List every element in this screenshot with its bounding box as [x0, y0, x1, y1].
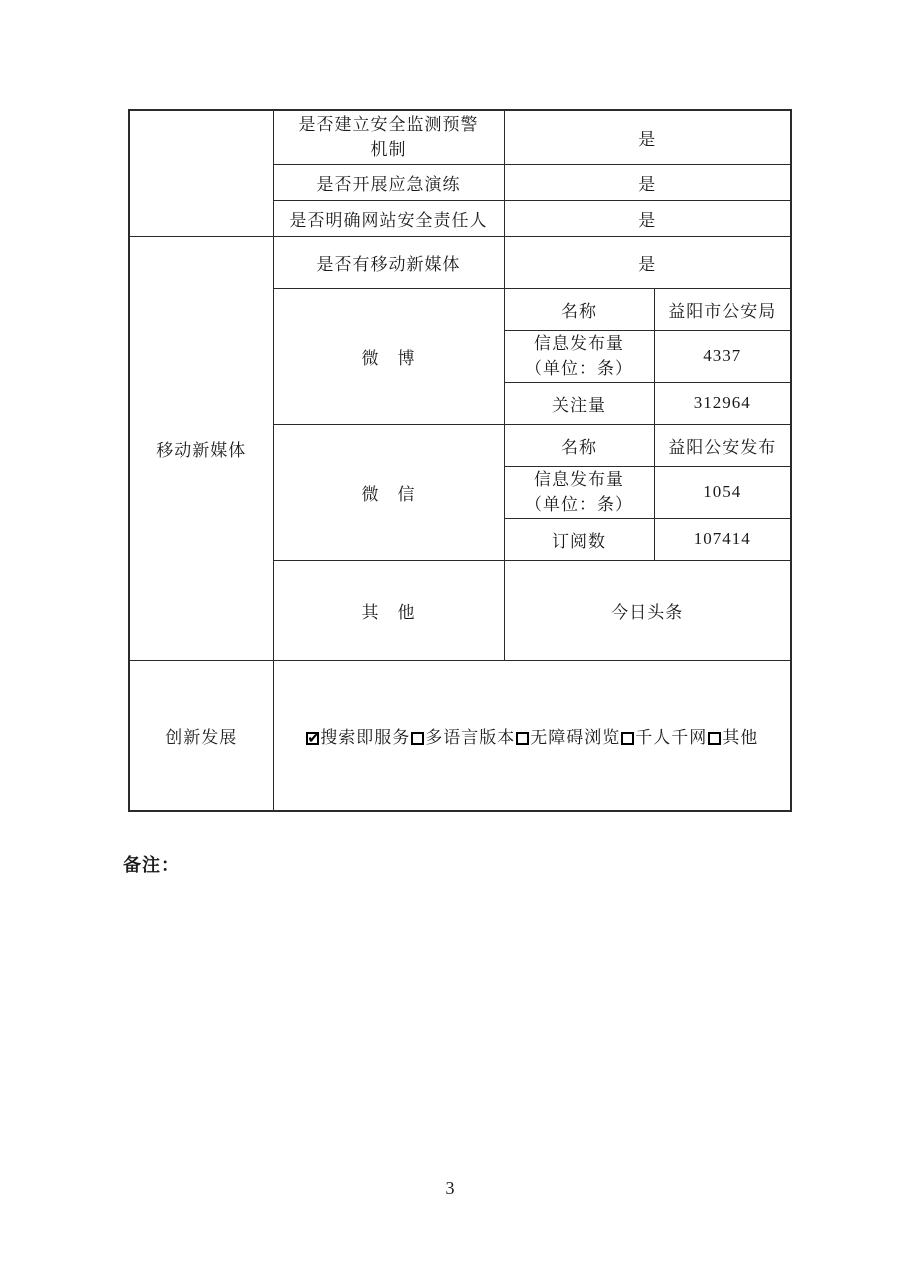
wechat-name-label-cell: 名称 — [504, 424, 654, 466]
checkbox-checked-icon — [306, 728, 320, 747]
checkbox-unchecked-icon — [411, 732, 424, 745]
security-monitoring-label-line1: 是否建立安全监测预警 — [298, 115, 479, 135]
innovation-option-label: 搜索即服务 — [320, 727, 411, 747]
wechat-posts-value-cell: 1054 — [654, 466, 791, 518]
weibo-name-value-cell: 益阳市公安局 — [654, 288, 791, 330]
innovation-option-other — [707, 728, 758, 747]
emergency-drill-label-cell: 是否开展应急演练 — [273, 164, 504, 200]
weibo-posts-label-line2: （单位：条） — [525, 359, 633, 378]
innovation-option-accessibility — [515, 728, 620, 747]
weibo-posts-label-line1: 信息发布量 — [534, 334, 624, 353]
wechat-posts-label-cell — [504, 466, 654, 518]
security-monitoring-label-line2: 机制 — [370, 140, 407, 160]
weibo-followers-label-cell: 关注量 — [504, 382, 654, 424]
emergency-drill-value-cell: 是 — [504, 164, 791, 200]
security-monitoring-value-cell: 是 — [504, 110, 791, 164]
mobile-media-section-cell: 移动新媒体 — [129, 236, 273, 660]
innovation-option-multilang — [410, 728, 515, 747]
check-mark-icon: ✔ — [307, 728, 320, 747]
wechat-label-cell: 微 信 — [273, 424, 504, 560]
weibo-followers-value-cell: 312964 — [654, 382, 791, 424]
wechat-posts-label-line2: （单位：条） — [525, 495, 633, 514]
security-officer-value-cell: 是 — [504, 200, 791, 236]
wechat-subscribers-label-cell: 订阅数 — [504, 518, 654, 560]
innovation-option-personalized — [620, 728, 707, 747]
wechat-posts-label-line1: 信息发布量 — [534, 470, 624, 489]
innovation-option-label: 多语言版本 — [425, 727, 516, 747]
page-number: 3 — [445, 1178, 455, 1198]
has-mobile-media-label-cell: 是否有移动新媒体 — [273, 236, 504, 288]
checkbox-unchecked-icon — [516, 732, 529, 745]
remarks-label: 备注： — [123, 855, 180, 875]
annual-report-table — [128, 109, 792, 812]
innovation-option-search — [305, 728, 410, 747]
report-table-container — [128, 109, 792, 812]
innovation-option-label: 其他 — [722, 727, 759, 747]
has-mobile-media-value-cell: 是 — [504, 236, 791, 288]
wechat-subscribers-value-cell: 107414 — [654, 518, 791, 560]
weibo-name-label-cell: 名称 — [504, 288, 654, 330]
innovation-option-label: 无障碍浏览 — [530, 727, 621, 747]
security-officer-label-cell: 是否明确网站安全责任人 — [273, 200, 504, 236]
innovation-section-cell: 创新发展 — [129, 660, 273, 811]
security-monitoring-label-cell — [273, 110, 504, 164]
weibo-label-cell: 微 博 — [273, 288, 504, 424]
empty-section-cell — [129, 110, 273, 236]
other-media-label-cell: 其 他 — [273, 560, 504, 660]
other-media-value-cell: 今日头条 — [504, 560, 791, 660]
innovation-option-label: 千人千网 — [635, 727, 708, 747]
innovation-options-cell — [273, 660, 791, 811]
checkbox-unchecked-icon — [708, 732, 721, 745]
wechat-name-value-cell: 益阳公安发布 — [654, 424, 791, 466]
checkbox-unchecked-icon — [621, 732, 634, 745]
weibo-posts-value-cell: 4337 — [654, 330, 791, 382]
weibo-posts-label-cell — [504, 330, 654, 382]
